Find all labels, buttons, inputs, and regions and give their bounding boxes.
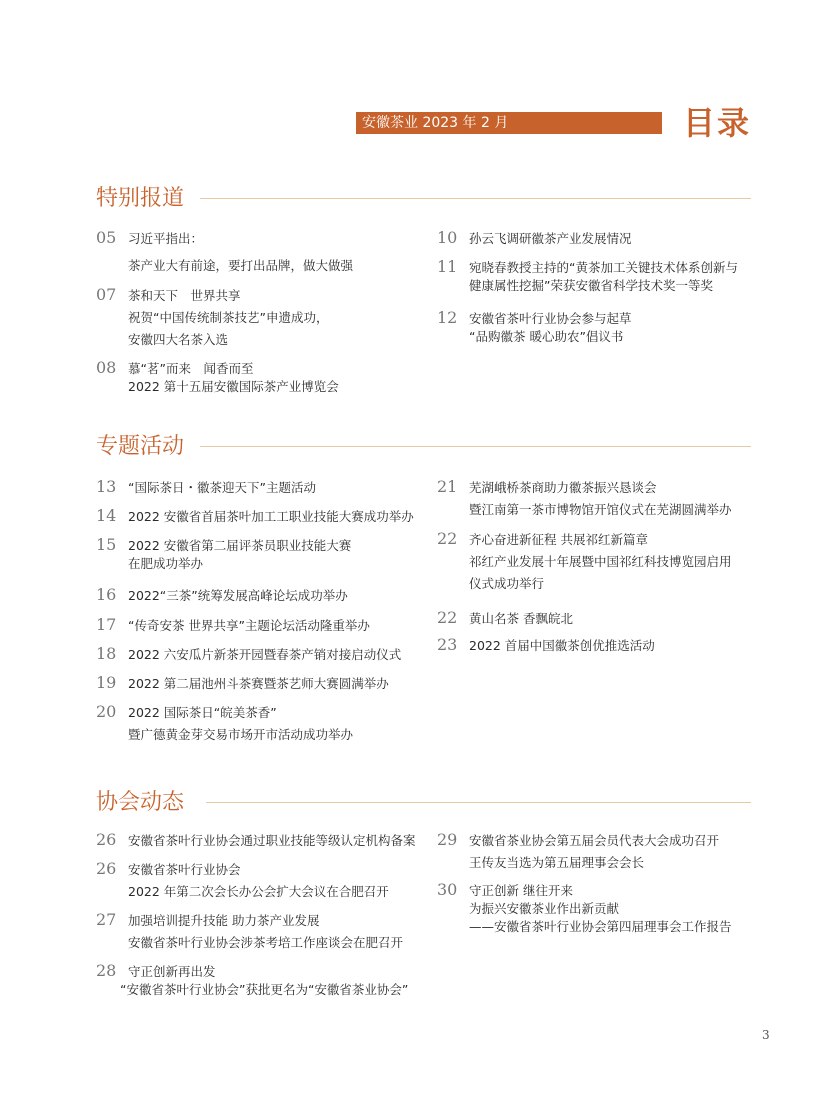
page-ref: 20 [96,702,117,721]
entry-line: 祁红产业发展十年展暨中国祁红科技博览园启用 [469,554,732,569]
page-title: 目录 [683,104,752,142]
entry-line: 守正创新 继往开来 [469,883,573,898]
page-ref: 21 [437,477,458,496]
entry-line: 在肥成功举办 [128,556,204,571]
entry-line: 2022 年第二次会长办公会扩大会议在合肥召开 [128,884,389,899]
entry-line: 2022 国际茶日“皖美茶香” [128,705,277,720]
entry-line: 安徽省茶叶行业协会通过职业技能等级认定机构备案 [128,833,416,848]
entry-line: 仪式成功举行 [469,576,545,591]
entry-line: 慕“茗”而来 闻香而至 [128,361,254,376]
entry-line: 2022“三茶”统筹发展高峰论坛成功举办 [128,588,348,603]
entry-line: 为振兴安徽茶业作出新贡献 [469,901,620,916]
entry-line: “传奇安茶 世界共享”主题论坛活动隆重举办 [128,618,370,633]
entry-line: 暨广德黄金芽交易市场开市活动成功举办 [128,727,354,742]
page-ref: 28 [96,961,117,980]
entry-line: 2022 第十五届安徽国际茶产业博览会 [128,379,339,394]
page-ref: 15 [96,535,117,554]
entry-line: 暨江南第一茶市博物馆开馆仪式在芜湖圆满举办 [469,502,732,517]
entry-line: 加强培训提升技能 助力茶产业发展 [128,913,320,928]
page-ref: 19 [96,673,117,692]
entry-line: 宛晓春教授主持的“黄茶加工关键技术体系创新与 [469,260,738,275]
page-ref: 26 [96,859,117,878]
page-ref: 16 [96,585,117,604]
entry-line: 茶产业大有前途，要打出品牌，做大做强 [128,258,354,273]
section-divider [206,802,751,803]
entry-line: 孙云飞调研徽茶产业发展情况 [469,231,632,246]
entry-line: 习近平指出： [128,231,204,246]
page-ref: 13 [96,477,117,496]
page-ref: 11 [437,257,458,276]
entry-line: 安徽省茶叶行业协会涉茶考培工作座谈会在肥召开 [128,935,404,950]
page-ref: 12 [437,308,458,327]
page-ref: 23 [437,635,458,654]
entry-line: 2022 安徽省首届茶叶加工工职业技能大赛成功举办 [128,509,414,524]
entry-line: 黄山名茶 香飘皖北 [469,611,573,626]
entry-line: 王传友当选为第五届理事会会长 [469,855,645,870]
page-ref: 10 [437,228,458,247]
page-ref: 29 [437,830,458,849]
page-ref: 18 [96,644,117,663]
entry-line: 齐心奋进新征程 共展祁红新篇章 [469,532,648,547]
entry-line: 2022 六安瓜片新茶开园暨春茶产销对接启动仪式 [128,647,402,662]
entry-line: “安徽省茶叶行业协会”获批更名为“安徽省茶业协会” [120,982,409,997]
entry-line: 守正创新再出发 [128,964,216,979]
page-ref: 08 [96,358,117,377]
entry-line: 健康属性挖掘”荣获安徽省科学技术奖一等奖 [469,278,713,293]
entry-line: “品购徽茶 暖心助农”倡议书 [469,329,624,344]
section-divider [200,446,751,447]
entry-line: 芜湖峨桥茶商助力徽茶振兴恳谈会 [469,480,657,495]
entry-line: 2022 首届中国徽茶创优推选活动 [469,638,655,653]
entry-line: 2022 第二届池州斗茶赛暨茶艺师大赛圆满举办 [128,676,389,691]
entry-line: “国际茶日・徽茶迎天下”主题活动 [128,480,316,495]
page-ref: 22 [437,529,458,548]
entry-line: 祝贺“中国传统制茶技艺”申遗成功， [128,310,329,325]
entry-line: 安徽省茶叶行业协会 [128,862,241,877]
entry-line: 茶和天下 世界共享 [128,288,241,303]
section-divider [200,198,751,199]
entry-line: ——安徽省茶叶行业协会第四届理事会工作报告 [469,919,732,934]
page-ref: 07 [96,285,117,304]
issue-label: 安徽茶业 2023 年 2 月 [362,115,509,131]
page-ref: 05 [96,228,117,247]
page-number: 3 [762,1028,770,1042]
issue-banner [356,112,662,134]
entry-line: 安徽四大名茶入选 [128,332,229,347]
section-title-special-reports: 特别报道 [96,186,185,211]
page-ref: 26 [96,830,117,849]
page-ref: 22 [437,608,458,627]
page-ref: 17 [96,615,117,634]
entry-line: 2022 安徽省第二届评茶员职业技能大赛 [128,538,352,553]
page-ref: 14 [96,506,117,525]
section-title-association-news: 协会动态 [96,790,185,815]
section-title-featured-events: 专题活动 [96,434,185,459]
entry-line: 安徽省茶叶行业协会参与起草 [469,311,632,326]
entry-line: 安徽省茶业协会第五届会员代表大会成功召开 [469,833,720,848]
page-ref: 27 [96,910,117,929]
page-ref: 30 [437,880,458,899]
